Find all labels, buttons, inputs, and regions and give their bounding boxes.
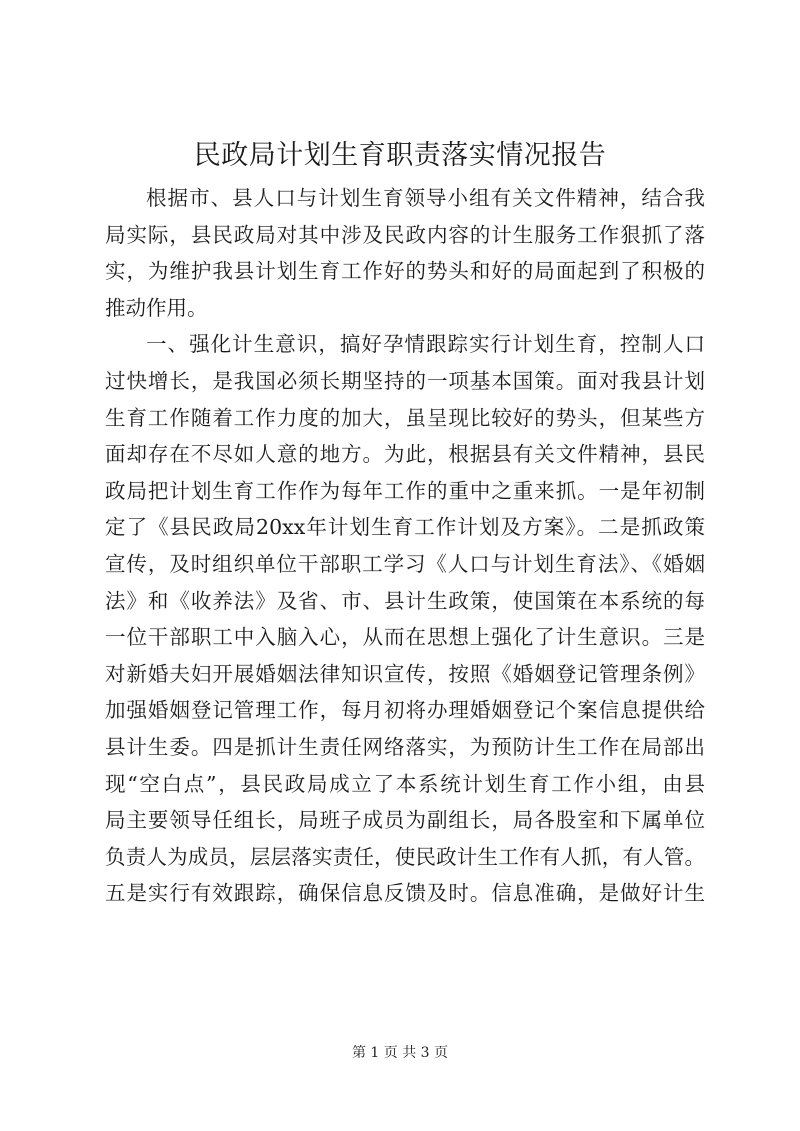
paragraph-2-line-6: 定了《县民政局20xx年计划生育工作计划及方案》。二是抓政策 [105,515,705,540]
paragraph-2-line-9: 一位干部职工中入脑入心，从而在思想上强化了计生意识。三是 [105,625,705,650]
document-body [105,180,705,912]
paragraph-1-line-1: 根据市、县人口与计划生育领导小组有关文件精神，结合我 [146,186,705,210]
paragraph-1-line-3: 实，为维护我县计划生育工作好的势头和好的局面起到了积极的 [105,259,705,284]
paragraph-2-line-2: 过快增长，是我国必须长期坚持的一项基本国策。面对我县计划 [105,368,705,393]
paragraph-2-line-11: 加强婚姻登记管理工作，每月初将办理婚姻登记个案信息提供给 [105,698,705,723]
page-footer: 第 1 页 共 3 页 [351,1045,449,1061]
paragraph-2-line-14: 局主要领导任组长，局班子成员为副组长，局各股室和下属单位 [105,808,705,833]
paragraph-2-line-10: 对新婚夫妇开展婚姻法律知识宣传，按照《婚姻登记管理条例》 [105,661,705,686]
paragraph-1-line-2: 局实际，县民政局对其中涉及民政内容的计生服务工作狠抓了落 [105,222,705,247]
paragraph-2-line-16: 五是实行有效跟踪，确保信息反馈及时。信息准确，是做好计生 [105,881,705,906]
paragraph-2-line-12: 县计生委。四是抓计生责任网络落实，为预防计生工作在局部出 [105,734,705,759]
paragraph-2-line-1: 一、强化计生意识，搞好孕情跟踪实行计划生育，控制人口 [146,332,705,357]
paragraph-2-line-4: 面却存在不尽如人意的地方。为此，根据县有关文件精神，县民 [105,442,705,467]
paragraph-2-line-5: 政局把计划生育工作作为每年工作的重中之重来抓。一是年初制 [105,478,705,503]
paragraph-2-line-15: 负责人为成员，层层落实责任，使民政计生工作有人抓，有人管。 [105,844,705,869]
paragraph-1-line-4: 推动作用。 [105,295,208,320]
document-title: 民政局计划生育职责落实情况报告 [193,140,607,171]
paragraph-2-line-8: 法》和《收养法》及省、市、县计生政策，使国策在本系统的每 [105,588,705,613]
paragraph-2-line-7: 宣传，及时组织单位干部职工学习《人口与计划生育法》、《婚姻 [105,551,705,576]
paragraph-2-line-3: 生育工作随着工作力度的加大，虽呈现比较好的势头，但某些方 [105,405,705,430]
paragraph-2-line-13: 现“空白点”，县民政局成立了本系统计划生育工作小组，由县 [105,771,705,796]
